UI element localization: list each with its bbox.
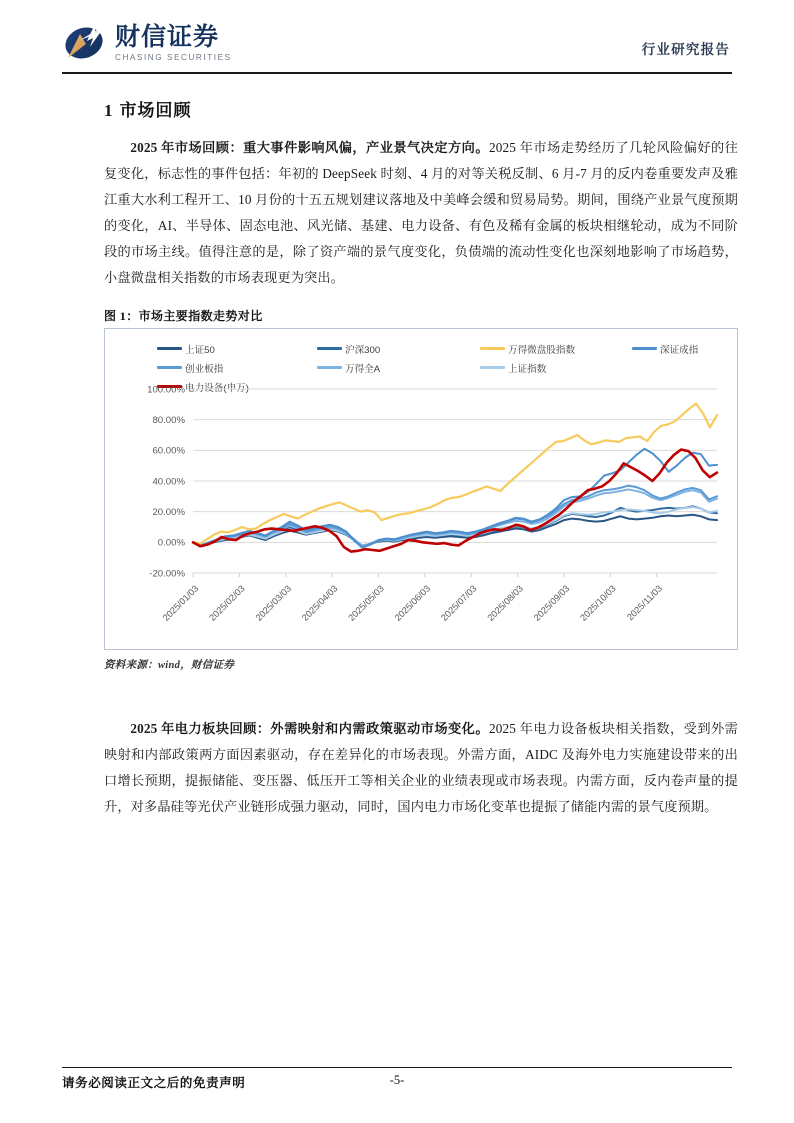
y-axis-tick-label: -20.00% — [149, 568, 185, 580]
legend-label-6: 上证指数 — [508, 363, 547, 375]
page-title — [104, 96, 738, 121]
x-axis-tick-label: 2025/03/03 — [253, 583, 294, 623]
legend-item-1[interactable] — [317, 339, 480, 358]
chart-series-line — [193, 486, 717, 548]
x-axis-tick-label: 2025/02/03 — [207, 583, 247, 623]
legend-swatch-1 — [317, 347, 342, 350]
legend-label-4: 创业板指 — [185, 363, 224, 375]
y-axis-tick-label: 100.00% — [147, 384, 185, 396]
header-divider — [62, 72, 732, 74]
chart-series-line — [193, 404, 717, 544]
document-type-label: 行业研究报告 — [641, 42, 730, 57]
legend-item-5[interactable] — [317, 358, 480, 377]
legend-swatch-6 — [480, 366, 505, 369]
y-axis-tick-label: 80.00% — [152, 415, 185, 427]
y-axis-tick-label: 40.00% — [152, 476, 185, 488]
legend-swatch-5 — [317, 366, 342, 369]
figure-source: 资料来源：wind，财信证券 — [104, 660, 235, 671]
legend-item-4[interactable] — [157, 358, 317, 377]
x-axis-tick-label: 2025/08/03 — [485, 583, 526, 623]
x-axis-tick-label: 2025/10/03 — [578, 583, 618, 623]
section-number: 1 — [104, 101, 114, 120]
y-axis-tick-label: 60.00% — [152, 445, 185, 457]
x-axis-tick-label: 2025/07/03 — [439, 583, 479, 623]
x-axis-tick-label: 2025/11/03 — [625, 583, 665, 623]
figure-1 — [104, 307, 738, 672]
legend-swatch-4 — [157, 366, 182, 369]
x-axis-tick-label: 2025/06/03 — [392, 583, 433, 623]
chart-series-line — [193, 507, 717, 546]
legend-swatch-3 — [632, 347, 657, 350]
y-axis-tick-label: 0.00% — [157, 537, 185, 549]
logo-mark-icon — [62, 20, 106, 64]
legend-item-6[interactable] — [480, 358, 632, 377]
paragraph-power-sector-review — [104, 716, 738, 820]
legend-swatch-0 — [157, 347, 182, 350]
paragraph-lead-2: 2025 年电力板块回顾：外需映射和内需政策驱动市场变化。 — [130, 721, 489, 736]
legend-label-1: 沪深300 — [345, 344, 381, 356]
x-axis-tick-label: 2025/01/03 — [160, 583, 201, 623]
legend-label-7: 电力设备(申万) — [185, 382, 249, 394]
legend-swatch-2 — [480, 347, 505, 350]
footer-disclaimer: 请务必阅读正文之后的免责声明 — [62, 1076, 246, 1090]
chart-container — [104, 328, 738, 650]
page-content — [104, 96, 738, 824]
x-axis-tick-label: 2025/09/03 — [531, 583, 572, 623]
paragraph-market-review — [104, 135, 738, 291]
page-header — [62, 14, 732, 72]
legend-label-5: 万得全A — [345, 363, 381, 375]
company-logo — [62, 20, 232, 64]
line-chart-svg — [105, 381, 737, 651]
chart-plot-area — [105, 381, 737, 651]
x-axis-tick-label: 2025/04/03 — [299, 583, 340, 623]
figure-caption: 图 1：市场主要指数走势对比 — [104, 309, 263, 323]
legend-item-0[interactable] — [157, 339, 317, 358]
legend-label-0: 上证50 — [185, 344, 215, 356]
legend-item-3[interactable] — [632, 339, 698, 358]
footer-divider — [62, 1067, 732, 1069]
y-axis-tick-label: 20.00% — [152, 507, 185, 519]
page-footer — [62, 1073, 732, 1093]
logo-company-name-en: CHASING SECURITIES — [115, 52, 232, 62]
logo-company-name-cn: 财信证券 — [115, 22, 220, 51]
paragraph-body-2: 2025 年电力设备板块相关指数，受到外需映射和内部政策两方面因素驱动，存在差异化的市场表现。外需方面，AIDC 及海外电力实施建设带来的出口增长预期，提振储能、变压器、低压开工等相关企业的业绩表现或市场表现。内需方面，反内卷声量的提升，对多晶硅等光伏产业链形成强力驱动，同时，国内电力市场化变革也提振了储能内需的景气度预期。 — [104, 721, 738, 814]
section-title-text: 市场回顾 — [119, 101, 192, 120]
legend-label-3: 深证成指 — [660, 344, 699, 356]
legend-item-2[interactable] — [480, 339, 632, 358]
paragraph-body-1: 2025 年市场走势经历了几轮风险偏好的往复变化，标志性的事件包括：年初的 DeepSeek 时刻、4 月的对等关税反制、6 月-7 月的反内卷重要发声及雅江重大水利工程开工、10 月份的十五五规划建议落地及中美峰会缓和贸易局势。期间，围绕产业景气度预期的变化，AI、半导体、固态电池、风光储、基建、电力设备、有色及稀有金属的板块相继轮动，成为不同阶段的市场主线。值得注意的是，除了资产端的景气度变化，负债端的流动性变化也深刻地影响了市场趋势，小盘微盘相关指数的市场表现更为突出。 — [104, 140, 738, 285]
chart-series-line — [193, 506, 717, 546]
footer-page-number: -5- — [389, 1073, 405, 1087]
x-axis-tick-label: 2025/05/03 — [346, 583, 386, 623]
legend-label-2: 万得微盘股指数 — [508, 344, 576, 356]
paragraph-lead-1: 2025 年市场回顾：重大事件影响风偏，产业景气决定方向。 — [130, 140, 489, 155]
